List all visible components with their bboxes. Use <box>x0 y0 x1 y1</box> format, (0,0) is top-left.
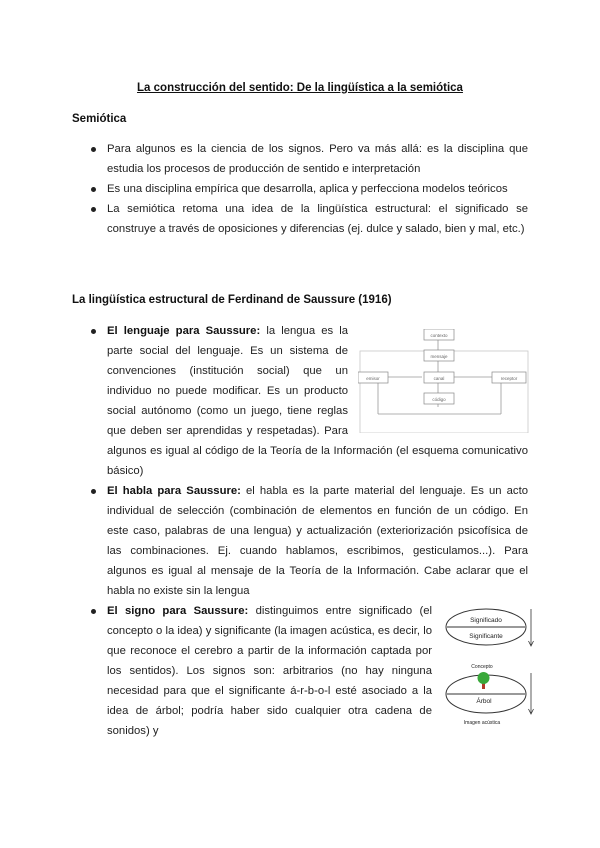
tree-ellipse <box>446 672 526 713</box>
list-item <box>92 601 528 741</box>
concepto-label: Concepto <box>471 664 493 670</box>
section-heading-saussure: La lingüística estructural de Ferdinand de Saussure (1916) <box>72 294 392 306</box>
diagram-label-emisor: emisor <box>366 376 380 381</box>
sign-diagram <box>442 605 534 733</box>
list-item <box>92 481 528 601</box>
diagram-label-receptor: receptor <box>500 376 518 381</box>
diagram-label-contexto: contexto <box>430 333 448 338</box>
diagram-box-contexto <box>424 329 454 340</box>
diagram-label-mensaje: mensaje <box>430 354 448 359</box>
list-item-label: El habla para Saussure: <box>107 485 241 497</box>
diagram-label-canal: canal <box>433 376 445 381</box>
list-item-text: distinguimos entre significado (el concepto o la idea) y significante (la imagen acústica, es decir, lo que reconoce el cerebro a partir de la información captada por los sentidos). Los signos son: arbitrarios (no hay ninguna necesidad para que el significante á-r-b-o-l esté asociado a la idea de árbol; podría haber sido cualquier otra cadena de sonidos) y <box>107 605 432 737</box>
diagram-box-canal <box>424 372 454 383</box>
imagen-acustica-label: Imagen acústica <box>463 720 501 726</box>
arbol-label: Árbol <box>476 698 492 705</box>
semiotica-list <box>92 139 528 239</box>
diagram-box-receptor <box>492 372 526 383</box>
diagram-box-mensaje <box>424 350 454 361</box>
signifier-ellipse <box>446 609 526 645</box>
diagram-label-codigo: código <box>432 397 446 402</box>
diagram-box-emisor <box>358 372 388 383</box>
significante-label: Significante <box>469 633 503 640</box>
list-item-text: la lengua es la parte social del lenguaje. Es un sistema de convenciones (institución social) que un individuo no puede modificar. Es un producto social autónomo (como un juego, tiene reglas que deben ser aprendidas y respetadas). Para algunos es igual al código de la Teoría de la Información (el esquema comunicativo básico) <box>107 325 528 477</box>
list-item-text: Para algunos es la ciencia de los signos. Pero va más allá: es la disciplina que estudia los procesos de producción de sentido e interpretación <box>107 143 528 175</box>
arrow-icon <box>529 673 534 714</box>
communication-diagram <box>358 329 534 433</box>
list-item-label: El signo para Saussure: <box>107 605 249 617</box>
diagram-box-codigo <box>424 393 454 404</box>
list-item <box>92 139 528 179</box>
significado-label: Significado <box>470 617 502 624</box>
saussure-list <box>92 321 528 741</box>
document-title: La construcción del sentido: De la lingüística a la semiótica <box>137 82 463 94</box>
list-item-text: La semiótica retoma una idea de la lingüística estructural: el significado se construye a través de oposiciones y diferencias (ej. dulce y salado, bien y mal, etc.) <box>107 203 528 235</box>
list-item-label: El lenguaje para Saussure: <box>107 325 261 337</box>
tree-icon <box>478 672 490 689</box>
list-item <box>92 179 528 199</box>
list-item <box>92 321 528 481</box>
section-heading-semiotica: Semiótica <box>72 113 127 125</box>
list-item <box>92 199 528 239</box>
list-item-text: el habla es la parte material del lenguaje. Es un acto individual de selección (combinación de elementos en función de un código. En este caso, palabras de una lengua) y actualización (exteriorización psicofísica de las combinaciones. Ej. cuando hablamos, escribimos, gesticulamos...). Para algunos es igual al mensaje de la Teoría de la Información. Cabe aclarar que el habla no existe sin la lengua <box>107 485 528 597</box>
list-item-text: Es una disciplina empírica que desarrolla, aplica y perfecciona modelos teóricos <box>107 183 508 195</box>
arrow-icon <box>529 609 534 646</box>
